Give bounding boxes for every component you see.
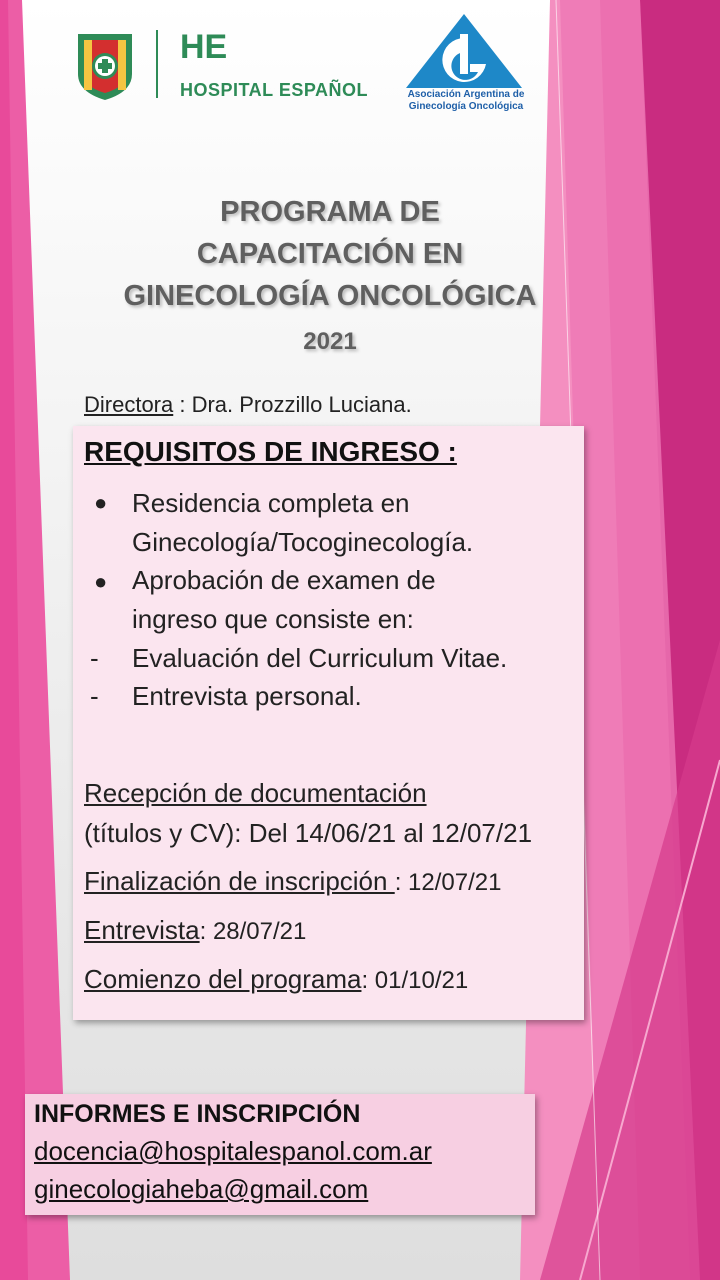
title-year: 2021: [303, 328, 357, 355]
requisitos-heading: REQUISITOS DE INGRESO :: [84, 436, 457, 467]
bullet1-line1: Residencia completa en: [132, 488, 410, 518]
he-mark: HE: [180, 28, 228, 66]
dash-marker-2: -: [90, 681, 99, 711]
bullet2-line1: Aprobación de examen de: [132, 565, 436, 595]
recepcion-value: (títulos y CV): Del 14/06/21 al 12/07/21: [84, 818, 533, 848]
dash-item-entrevista: Entrevista personal.: [132, 681, 362, 711]
directora-label: Directora: [84, 392, 174, 417]
agao-triangle-logo: [404, 12, 524, 90]
finalizacion-value: : 12/07/21: [394, 869, 502, 896]
email-docencia-link[interactable]: docencia@hospitalespanol.com.ar: [34, 1136, 432, 1166]
title-line1: PROGRAMA DE: [220, 196, 440, 228]
asoc-name-line1: Asociación Argentina de: [407, 89, 525, 100]
informes-heading: INFORMES E INSCRIPCIÓN: [34, 1100, 361, 1128]
title-line2: CAPACITACIÓN EN: [196, 238, 464, 270]
comienzo: [84, 962, 468, 998]
dash-marker-1: -: [90, 643, 99, 673]
email-gmail-link[interactable]: ginecologiaheba@gmail.com: [34, 1174, 369, 1204]
finalizacion: [84, 864, 501, 900]
comienzo-value: : 01/10/21: [361, 967, 469, 994]
logo-divider: [156, 30, 158, 98]
recepcion-label: Recepción de documentación: [84, 778, 427, 808]
finalizacion-label: Finalización de inscripción: [84, 866, 395, 896]
bullet1-line2: Ginecología/Tocoginecología.: [132, 527, 474, 557]
entrevista: [84, 913, 306, 949]
entrevista-value: : 28/07/21: [199, 918, 307, 945]
directora: [84, 392, 412, 418]
bullet-marker-2: ●: [94, 569, 108, 594]
asoc-name: [404, 89, 528, 113]
asoc-name-line2: Ginecología Oncológica: [408, 101, 524, 112]
hospital-espanol-shield-logo: [76, 30, 134, 102]
directora-value: : Dra. Prozzillo Luciana.: [173, 392, 412, 417]
entrevista-label: Entrevista: [84, 915, 200, 945]
comienzo-label: Comienzo del programa: [84, 964, 362, 994]
title-line3: GINECOLOGÍA ONCOLÓGICA: [123, 280, 537, 312]
bullet-marker-1: ●: [94, 490, 108, 515]
dash-item-cv: Evaluación del Curriculum Vitae.: [132, 643, 508, 673]
bullet2-line2: ingreso que consiste en:: [132, 604, 414, 634]
hospital-name: HOSPITAL ESPAÑOL: [180, 80, 369, 100]
